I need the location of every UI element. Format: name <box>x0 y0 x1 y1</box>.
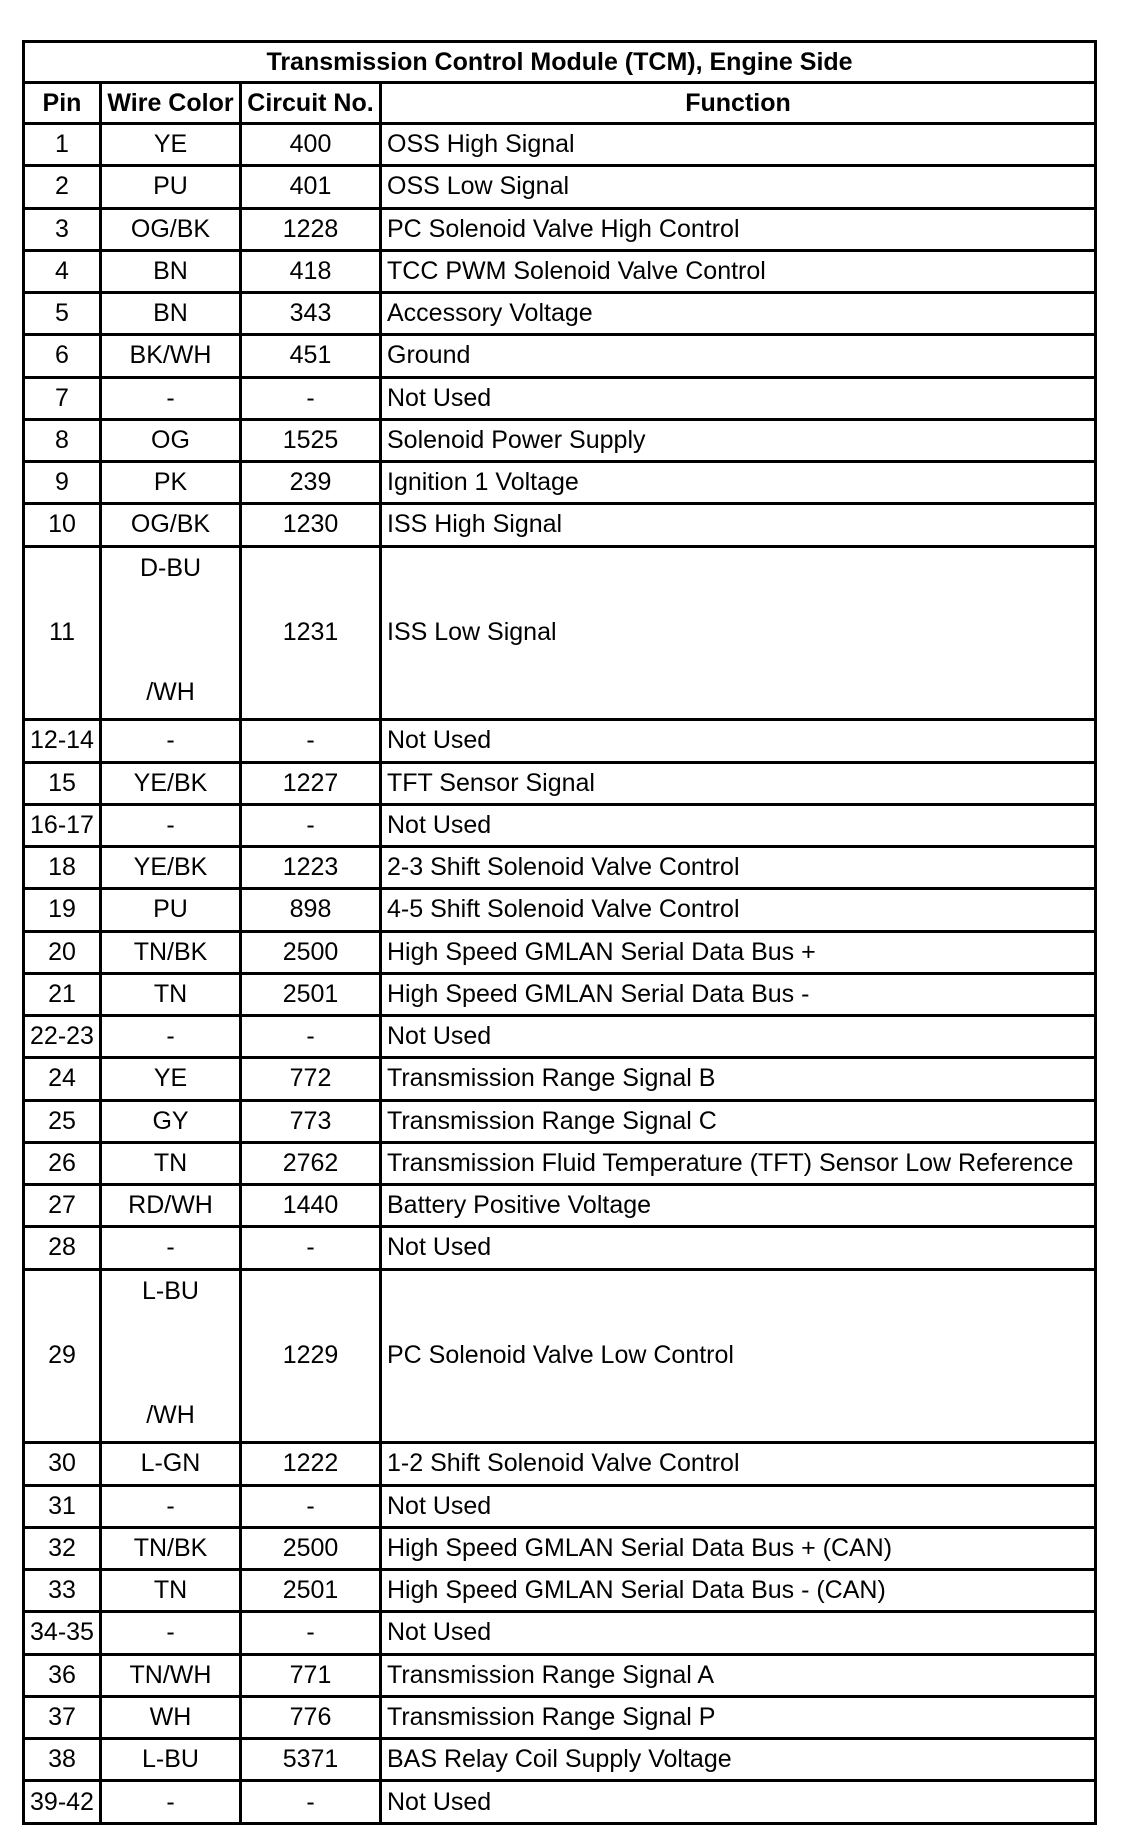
table-row <box>24 1485 1096 1527</box>
function-cell: Solenoid Power Supply <box>381 419 1096 461</box>
col-header-wire-color: Wire Color <box>101 83 241 124</box>
pin-cell: 22-23 <box>24 1016 101 1058</box>
function-cell: Transmission Range Signal A <box>381 1654 1096 1696</box>
pin-cell: 20 <box>24 931 101 973</box>
circuit-cell: 2500 <box>241 931 381 973</box>
table-row <box>24 293 1096 335</box>
pin-cell: 15 <box>24 762 101 804</box>
pin-cell: 39-42 <box>24 1781 101 1824</box>
table-row <box>24 250 1096 292</box>
wire-color-cell <box>101 546 241 720</box>
function-cell: BAS Relay Coil Supply Voltage <box>381 1739 1096 1781</box>
wire-color-bottom: /WH <box>146 677 195 706</box>
function-cell: Not Used <box>381 377 1096 419</box>
wire-color-cell: TN <box>101 973 241 1015</box>
table-row <box>24 462 1096 504</box>
table-title-row <box>24 42 1096 83</box>
circuit-cell: 1228 <box>241 208 381 250</box>
table-row <box>24 1443 1096 1485</box>
table-row <box>24 335 1096 377</box>
wire-color-split <box>102 1271 239 1436</box>
pin-cell: 30 <box>24 1443 101 1485</box>
wire-color-cell: TN <box>101 1142 241 1184</box>
wire-color-cell: L-BU <box>101 1739 241 1781</box>
wire-color-cell: BN <box>101 250 241 292</box>
pin-cell: 27 <box>24 1185 101 1227</box>
circuit-cell: - <box>241 804 381 846</box>
wire-color-cell: OG/BK <box>101 208 241 250</box>
circuit-cell: 2500 <box>241 1527 381 1569</box>
function-cell: 2-3 Shift Solenoid Valve Control <box>381 847 1096 889</box>
function-cell: High Speed GMLAN Serial Data Bus + <box>381 931 1096 973</box>
pin-cell: 7 <box>24 377 101 419</box>
table-row <box>24 1570 1096 1612</box>
table-row <box>24 166 1096 208</box>
wire-color-top: L-BU <box>142 1276 199 1305</box>
circuit-cell: 5371 <box>241 1739 381 1781</box>
circuit-cell: 772 <box>241 1058 381 1100</box>
table-row <box>24 931 1096 973</box>
wire-color-cell: - <box>101 1781 241 1824</box>
pin-cell: 9 <box>24 462 101 504</box>
circuit-cell: - <box>241 720 381 762</box>
circuit-cell: 776 <box>241 1696 381 1738</box>
wire-color-bottom: /WH <box>146 1400 195 1429</box>
column-header-row <box>24 83 1096 124</box>
circuit-cell: - <box>241 1781 381 1824</box>
circuit-cell: - <box>241 1227 381 1269</box>
table-title: Transmission Control Module (TCM), Engine Side <box>24 42 1096 83</box>
function-cell: Not Used <box>381 1016 1096 1058</box>
circuit-cell: 401 <box>241 166 381 208</box>
wire-color-cell: BK/WH <box>101 335 241 377</box>
function-cell: Not Used <box>381 804 1096 846</box>
function-cell: Not Used <box>381 720 1096 762</box>
circuit-cell: 898 <box>241 889 381 931</box>
wire-color-cell <box>101 1269 241 1443</box>
function-cell: High Speed GMLAN Serial Data Bus - (CAN) <box>381 1570 1096 1612</box>
table-row <box>24 973 1096 1015</box>
pin-cell: 33 <box>24 1570 101 1612</box>
wire-color-cell: YE/BK <box>101 762 241 804</box>
circuit-cell: 2501 <box>241 1570 381 1612</box>
table-row <box>24 1227 1096 1269</box>
table-body <box>24 124 1096 1824</box>
function-cell: ISS High Signal <box>381 504 1096 546</box>
pin-cell: 6 <box>24 335 101 377</box>
table-row <box>24 546 1096 720</box>
circuit-cell: 1525 <box>241 419 381 461</box>
wire-color-cell: - <box>101 1612 241 1654</box>
pin-cell: 18 <box>24 847 101 889</box>
wire-color-split <box>102 548 239 713</box>
function-cell: OSS High Signal <box>381 124 1096 166</box>
wire-color-cell: - <box>101 720 241 762</box>
circuit-cell: 1223 <box>241 847 381 889</box>
table-row <box>24 1612 1096 1654</box>
pin-cell: 19 <box>24 889 101 931</box>
function-cell: 1-2 Shift Solenoid Valve Control <box>381 1443 1096 1485</box>
pin-cell: 38 <box>24 1739 101 1781</box>
table-row <box>24 889 1096 931</box>
table-row <box>24 1654 1096 1696</box>
pin-cell: 28 <box>24 1227 101 1269</box>
table-row <box>24 1527 1096 1569</box>
circuit-cell: 1440 <box>241 1185 381 1227</box>
pinout-table <box>22 40 1097 1825</box>
table-row <box>24 804 1096 846</box>
table-row <box>24 1016 1096 1058</box>
wire-color-cell: - <box>101 804 241 846</box>
pin-cell: 31 <box>24 1485 101 1527</box>
wire-color-cell: YE/BK <box>101 847 241 889</box>
wire-color-cell: RD/WH <box>101 1185 241 1227</box>
function-cell: Transmission Range Signal P <box>381 1696 1096 1738</box>
function-cell: Transmission Range Signal B <box>381 1058 1096 1100</box>
pin-cell: 10 <box>24 504 101 546</box>
circuit-cell: 451 <box>241 335 381 377</box>
pin-cell: 36 <box>24 1654 101 1696</box>
circuit-cell: 418 <box>241 250 381 292</box>
wire-color-cell: TN/BK <box>101 1527 241 1569</box>
table-row <box>24 1185 1096 1227</box>
wire-color-cell: - <box>101 1016 241 1058</box>
wire-color-cell: YE <box>101 1058 241 1100</box>
wire-color-cell: L-GN <box>101 1443 241 1485</box>
function-cell: Accessory Voltage <box>381 293 1096 335</box>
circuit-cell: 343 <box>241 293 381 335</box>
circuit-cell: - <box>241 1016 381 1058</box>
function-cell: PC Solenoid Valve Low Control <box>381 1269 1096 1443</box>
table-row <box>24 847 1096 889</box>
circuit-cell: 1227 <box>241 762 381 804</box>
circuit-cell: 400 <box>241 124 381 166</box>
function-cell: TFT Sensor Signal <box>381 762 1096 804</box>
wire-color-cell: GY <box>101 1100 241 1142</box>
pin-cell: 34-35 <box>24 1612 101 1654</box>
pin-cell: 37 <box>24 1696 101 1738</box>
pin-cell: 32 <box>24 1527 101 1569</box>
function-cell: High Speed GMLAN Serial Data Bus + (CAN) <box>381 1527 1096 1569</box>
table-row <box>24 124 1096 166</box>
pin-cell: 11 <box>24 546 101 720</box>
col-header-pin: Pin <box>24 83 101 124</box>
pin-cell: 5 <box>24 293 101 335</box>
pin-cell: 29 <box>24 1269 101 1443</box>
pin-cell: 25 <box>24 1100 101 1142</box>
function-cell: PC Solenoid Valve High Control <box>381 208 1096 250</box>
circuit-cell: 2501 <box>241 973 381 1015</box>
wire-color-cell: TN/BK <box>101 931 241 973</box>
table-row <box>24 720 1096 762</box>
circuit-cell: 2762 <box>241 1142 381 1184</box>
wire-color-cell: OG/BK <box>101 504 241 546</box>
table-row <box>24 504 1096 546</box>
circuit-cell: - <box>241 1485 381 1527</box>
wire-color-cell: PK <box>101 462 241 504</box>
function-cell: Transmission Fluid Temperature (TFT) Sensor Low Reference <box>381 1142 1096 1184</box>
function-cell: Transmission Range Signal C <box>381 1100 1096 1142</box>
circuit-cell: 1222 <box>241 1443 381 1485</box>
wire-color-cell: WH <box>101 1696 241 1738</box>
function-cell: 4-5 Shift Solenoid Valve Control <box>381 889 1096 931</box>
circuit-cell: 771 <box>241 1654 381 1696</box>
circuit-cell: 1229 <box>241 1269 381 1443</box>
table-row <box>24 762 1096 804</box>
function-cell: OSS Low Signal <box>381 166 1096 208</box>
wire-color-cell: - <box>101 1227 241 1269</box>
wire-color-cell: TN/WH <box>101 1654 241 1696</box>
pin-cell: 1 <box>24 124 101 166</box>
col-header-circuit: Circuit No. <box>241 83 381 124</box>
circuit-cell: - <box>241 377 381 419</box>
function-cell: Not Used <box>381 1781 1096 1824</box>
pin-cell: 3 <box>24 208 101 250</box>
wire-color-cell: OG <box>101 419 241 461</box>
col-header-function: Function <box>381 83 1096 124</box>
table-row <box>24 419 1096 461</box>
wire-color-cell: PU <box>101 166 241 208</box>
pin-cell: 16-17 <box>24 804 101 846</box>
function-cell: Not Used <box>381 1612 1096 1654</box>
pin-cell: 24 <box>24 1058 101 1100</box>
pin-cell: 26 <box>24 1142 101 1184</box>
circuit-cell: 239 <box>241 462 381 504</box>
function-cell: ISS Low Signal <box>381 546 1096 720</box>
function-cell: Battery Positive Voltage <box>381 1185 1096 1227</box>
pin-cell: 12-14 <box>24 720 101 762</box>
function-cell: Ground <box>381 335 1096 377</box>
circuit-cell: 1231 <box>241 546 381 720</box>
wire-color-top: D-BU <box>139 553 202 582</box>
table-row <box>24 1269 1096 1443</box>
table-row <box>24 1058 1096 1100</box>
function-cell: Ignition 1 Voltage <box>381 462 1096 504</box>
table-row <box>24 1100 1096 1142</box>
wire-color-cell: - <box>101 377 241 419</box>
table-row <box>24 377 1096 419</box>
pin-cell: 21 <box>24 973 101 1015</box>
circuit-cell: - <box>241 1612 381 1654</box>
table-row <box>24 1781 1096 1824</box>
circuit-cell: 773 <box>241 1100 381 1142</box>
table-row <box>24 1696 1096 1738</box>
function-cell: Not Used <box>381 1485 1096 1527</box>
circuit-cell: 1230 <box>241 504 381 546</box>
wire-color-cell: - <box>101 1485 241 1527</box>
wire-color-cell: BN <box>101 293 241 335</box>
pin-cell: 8 <box>24 419 101 461</box>
wire-color-cell: YE <box>101 124 241 166</box>
wire-color-cell: PU <box>101 889 241 931</box>
pin-cell: 4 <box>24 250 101 292</box>
function-cell: Not Used <box>381 1227 1096 1269</box>
table-row <box>24 1142 1096 1184</box>
function-cell: High Speed GMLAN Serial Data Bus - <box>381 973 1096 1015</box>
function-cell: TCC PWM Solenoid Valve Control <box>381 250 1096 292</box>
wire-color-cell: TN <box>101 1570 241 1612</box>
table-row <box>24 208 1096 250</box>
table-row <box>24 1739 1096 1781</box>
pin-cell: 2 <box>24 166 101 208</box>
